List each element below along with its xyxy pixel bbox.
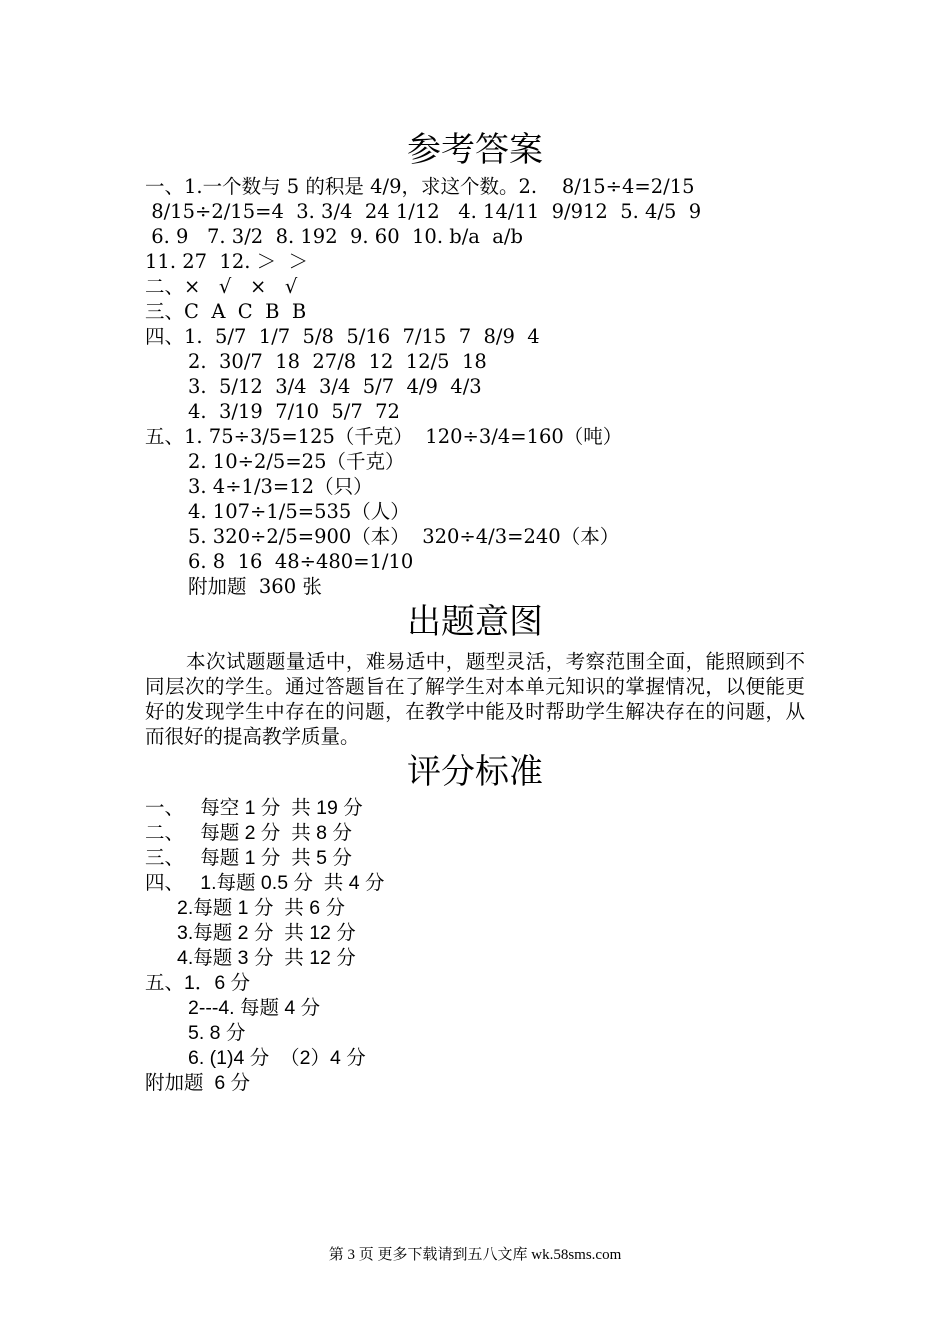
answer-line-7: 四、1. 5/7 1/7 5/8 5/16 7/15 7 8/9 4 (145, 325, 540, 348)
scoring-line-4: 四、 1.每题 0.5 分 共 4 分 (145, 872, 385, 894)
page-footer: 第 3 页 更多下载请到五八文库 wk.58sms.com (328, 1247, 622, 1263)
scoring-line-5: 2.每题 1 分 共 6 分 (177, 897, 345, 919)
answer-line-11: 五、1. 75÷3/5=125（千克） 120÷3/4=160（吨） (145, 425, 623, 448)
answer-line-13: 3. 4÷1/3=12（只） (188, 475, 373, 498)
answer-line-4: 11. 27 12. ＞ ＞ (145, 250, 309, 273)
answer-line-2: 8/15÷2/15=4 3. 3/4 24 1/12 4. 14/11 9/912 5. 4/5 9 (145, 200, 702, 223)
answer-line-3: 6. 9 7. 3/2 8. 192 9. 60 10. b/a a/b (145, 225, 523, 248)
scoring-line-10: 5. 8 分 (188, 1022, 246, 1044)
scoring-line-9: 2---4. 每题 4 分 (188, 997, 321, 1019)
answer-line-15: 5. 320÷2/5=900（本） 320÷4/3=240（本） (188, 525, 620, 548)
answer-line-6: 三、C A C B B (145, 300, 307, 323)
scoring-line-7: 4.每题 3 分 共 12 分 (177, 947, 356, 969)
answer-line-8: 2. 30/7 18 27/8 12 12/5 18 (188, 350, 487, 373)
answer-line-12: 2. 10÷2/5=25（千克） (188, 450, 405, 473)
answer-line-9: 3. 5/12 3/4 3/4 5/7 4/9 4/3 (188, 375, 482, 398)
answer-line-5: 二、× √ × √ (145, 275, 298, 298)
answer-line-16: 6. 8 16 48÷480=1/10 (188, 550, 414, 573)
scoring-line-11: 6. (1)4 分 （2）4 分 (188, 1047, 366, 1069)
scoring-line-1: 一、 每空 1 分 共 19 分 (145, 797, 363, 819)
scoring-line-6: 3.每题 2 分 共 12 分 (177, 922, 356, 944)
scoring-line-12: 附加题 6 分 (145, 1072, 251, 1094)
scoring-title: 评分标准 (407, 752, 543, 792)
answer-line-1: 一、1.一个数与 5 的积是 4/9，求这个数。2. 8/15÷4=2/15 (145, 175, 695, 198)
scoring-line-8: 五、1．6 分 (145, 972, 251, 994)
scoring-line-3: 三、 每题 1 分 共 5 分 (145, 847, 352, 869)
answer-line-14: 4. 107÷1/5=535（人） (188, 500, 410, 523)
scoring-line-2: 二、 每题 2 分 共 8 分 (145, 822, 352, 844)
intent-paragraph: 本次试题题量适中，难易适中，题型灵活，考察范围全面，能照顾到不同层次的学生。通过答题旨在了解学生对本单元知识的掌握情况，以便能更好的发现学生中存在的问题，在教学中能及时帮助学生解决存在的问题，从而很好的提高教学质量。 (145, 650, 805, 748)
intent-title: 出题意图 (407, 602, 543, 642)
answer-line-17: 附加题 360 张 (188, 575, 322, 598)
answers-title: 参考答案 (407, 130, 543, 170)
answer-line-10: 4. 3/19 7/10 5/7 72 (188, 400, 400, 423)
